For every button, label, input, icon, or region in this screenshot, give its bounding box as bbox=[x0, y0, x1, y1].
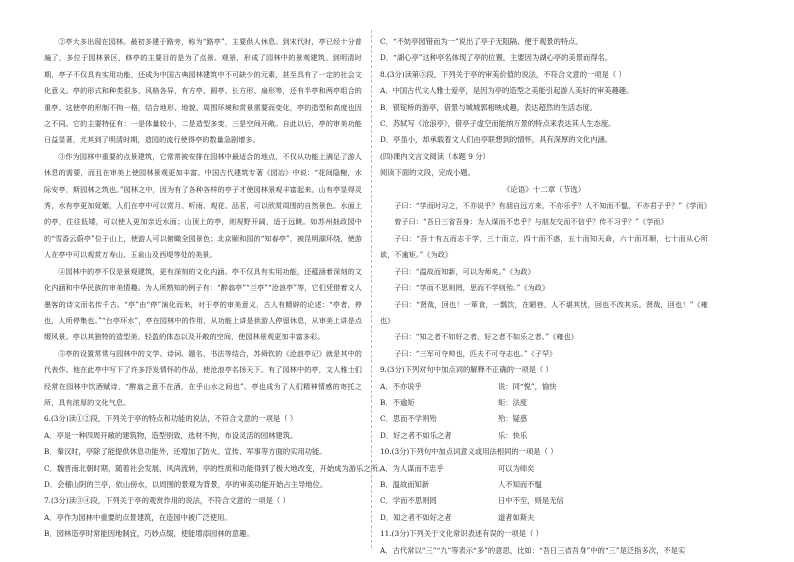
paragraph: 子曰：“三军可夺帅也，匹夫不可夺志也。”《子罕》 bbox=[394, 348, 557, 358]
paragraph: 子曰：“温故而知新，可以为师矣。”《为政》 bbox=[394, 266, 535, 276]
paragraph: 子曰：“吾十有五而志于学，三十而立，四十而不惑，五十而知天命，六十而耳顺，七十而从心所欲，不逾矩。”《为政》 bbox=[380, 233, 708, 260]
option-line: D．会稽山阴的兰亭，依山傍水，以周围的景观为背景，亭的审美功能开始占主导地位。 bbox=[44, 479, 328, 489]
option-line: C．“不妨亭园错而为一”说出了亭子无阻隔、便于观景的特点。 bbox=[380, 37, 583, 46]
question-stem: 11.(3分)下列关于文化常识表述有误的一项是（ ） bbox=[380, 529, 543, 539]
option-line: D．“湖心亭”这种亭名体现了亭的位置，主要因为湖心亭的美景而得名。 bbox=[380, 53, 613, 63]
paragraph: ④园林中的亭不仅是景观建筑，更有深刻的文化内涵。亭不仅具有实用功能，还蕴涵着深刻的文化内涵和中华民族的审美情趣。为人所熟知的例子有：“醉翁亭”“兰亭”“沧浪亭”等，它们凭借着文人墨客的诗文而名传千古。“亭”由“停”演化而来，对于亭的审美意义，古人有精辟的论述：“亭者，停也，人所停集也。”“台亭环水”，亭在园林中的作用，从功能上讲是供游人停留休息，从审美上讲是点缀风景。亭以其独特的造型美、轻盈的体态以及开敞的空间，使园林景观更加丰富多彩。 bbox=[44, 266, 362, 342]
paragraph: 子曰：“学而不思则罔，思而不学则殆。”《为政》 bbox=[394, 283, 550, 293]
paragraph: ⑤亭的设置常常与园林中的文学、诗词、题名、书法等结合，苏舜钦的《沧浪亭记》就是其中的代表作。他在此亭中写下了许多抒发情怀的作品，使沧浪亭名扬天下。有了园林中的亭，文人雅士们经常在园林中饮酒赋诗，“醉翁之意不在酒，在乎山水之间也”。亭也成为了人们精神情感的寄托之所，具有浓厚的文化气息。 bbox=[44, 348, 362, 407]
question-stem: 10.(3分)下列句中加点词意义或用法相同的一项是（ ） bbox=[380, 447, 558, 457]
option-line: D．亭虽小，却承载着文人们由亭联想到的情怀，具有深厚的文化内涵。 bbox=[380, 135, 613, 145]
option-right: 可以为师矣 bbox=[498, 463, 535, 473]
left-column bbox=[44, 34, 386, 548]
option-right: 日中不至，则是无信 bbox=[498, 496, 564, 506]
option-right: 乐：快乐 bbox=[498, 430, 528, 440]
question-stem: 9.(3分)下列对句中加点词的解释不正确的一项是（ ） bbox=[380, 365, 553, 375]
option-row bbox=[380, 411, 708, 427]
option-left: C．思而不学则殆 bbox=[380, 414, 437, 424]
question-stem: 6.(3分)读①②段，下列关于亭的特点和功能的说法，不符合文意的一项是（ ） bbox=[44, 414, 298, 424]
option-right: 人不知而不愠 bbox=[498, 479, 542, 489]
option-left: B．温故而知新 bbox=[380, 479, 430, 489]
option-right: 说：同“悦”，愉快 bbox=[498, 381, 557, 391]
option-row bbox=[380, 428, 708, 444]
option-left: C．学而不思则罔 bbox=[380, 496, 437, 506]
option-row bbox=[380, 395, 708, 411]
option-row bbox=[380, 379, 708, 395]
paragraph: 曾子曰：“吾日三省吾身：为人谋而不忠乎？与朋友交而不信乎？传不习乎？”《学而》 bbox=[394, 217, 668, 227]
option-row bbox=[380, 461, 708, 477]
question-stem: (四)课内文言文阅读（本题 9 分） bbox=[380, 151, 490, 161]
option-right: 道者如斯夫 bbox=[498, 512, 535, 522]
option-row bbox=[380, 477, 708, 493]
option-right: 殆：疑惑 bbox=[498, 414, 528, 424]
section-title: 《论语》十二章（节选） bbox=[502, 184, 586, 194]
paragraph: 子曰：“贤哉，回也！一箪食，一瓢饮，在陋巷，人不堪其忧，回也不改其乐。贤哉，回也！”《雍也》 bbox=[380, 299, 708, 325]
option-left: A．不亦说乎 bbox=[380, 381, 422, 391]
option-left: D．好之者不如乐之者 bbox=[380, 430, 452, 440]
option-right: 矩：法度 bbox=[498, 397, 528, 407]
column-divider bbox=[371, 30, 372, 548]
option-left: A．为人谋而不忠乎 bbox=[380, 463, 444, 473]
option-row bbox=[380, 510, 708, 526]
question-stem: 7.(3分)读③④段，下列关于亭的观赏作用的说法，不符合文意的一项是（ ） bbox=[44, 496, 290, 506]
question-stem: 8.(3分)读第⑤段，下列关于亭的审美价值的说法，不符合文意的一项是（ ） bbox=[380, 69, 626, 79]
option-row bbox=[380, 493, 708, 509]
option-line: B．园林造亭时常能因地制宜，巧妙点缀，使能增添园林的意趣。 bbox=[44, 529, 254, 539]
option-line: B．秦汉时，亭除了能提供休息功能外，还增加了防火、宣传、军事等方面的实用功能。 bbox=[44, 447, 327, 457]
paragraph: ②亭大多出现在园林。最初多建于路旁，称为“路亭”，主要供人休息。到宋代时，亭已经十分普遍了，多位于园林景区，修亭的主要目的是为了点景、观景，形成了园林中的景观建筑。到明清时期，亭子不仅具有实用功能，还成为中国古典园林建筑中不可缺少的元素，甚至具有了一定的社会文化意义。亭的形式和种类很多，风格各异，有方亭、圆亭、长方形、扇形等，还有半亭和两亭组合的重亭。这使亭的形制不拘一格，结合地形、地貌、周围环境和赏景需要而变化，亭的造型和高度也因之不同。它的主要特征有：一是体量较小，二是造型多变，三是空间开敞。自此以后，亭的审美功能日益显著，尤其到了明清时期，造园的流行使得亭的数量急剧增多。 bbox=[44, 37, 362, 145]
option-line: A．中国古代文人雅士爱亭，是因为亭的造型之美能引起游人美好的审美趣趣。 bbox=[380, 86, 634, 96]
paragraph: 子曰：“知之者不如好之者，好之者不如乐之者。”《雍也》 bbox=[394, 332, 578, 342]
question-stem: 阅读下面的文段，完成小题。 bbox=[380, 168, 475, 178]
option-line: B．银锭桥的游亭，借景与城城郭相映成趣，表达超然的生活态度。 bbox=[380, 102, 597, 112]
paragraph: 子曰：“学而时习之，不亦说乎？有朋自远方来，不亦乐乎？人不知而不愠，不亦君子乎？”《学而》 bbox=[394, 201, 711, 211]
option-line: C．苏轼写《沧浪亭》，借亭子虚空而能纳万景的特点来表达其人生态度。 bbox=[380, 119, 616, 129]
option-left: B．不逾矩 bbox=[380, 397, 415, 407]
right-column bbox=[380, 34, 711, 555]
option-line: A．亭作为园林中重要的点景建筑，在造园中被广泛使用。 bbox=[44, 512, 232, 522]
option-line: A．亭是一种四周开敞的建筑物，造型别致，选材不拘，布设灵活的园林建筑。 bbox=[44, 430, 298, 440]
paragraph: ③作为园林中重要的点景建筑，它常常被安排在园林中最适合的地点，不仅从功能上满足了游人休息的需要，而且在审美上使园林景观更加丰富。中国古代建筑专著《园冶》中说：“花间隐榭，水际安亭，斯园林之筑也。”园林之中，因为有了各种各样的亭子才使园林景观丰富起来。山有亭显得灵秀，水有亭更加妩媚，人们在亭中可以赏月、听雨、观花、品茗，可以欣赏周围的自然景色。水面上的亭，往往低矮，可以使人更加亲近水面；山顶上的亭，则视野开阔，适于远眺。如苏州拙政园中的“雪香云蔚亭”位于山上，使游人可以俯瞰全园景色；北京颐和园的“知春亭”，被昆明湖环绕，使游人在亭中可以观赏万寿山、玉泉山及西堤等处的美景。 bbox=[44, 151, 362, 260]
option-line: C．魏晋南北朝时期，随着社会发展，风尚流转，亭的性质和功能得到了极大地改变，开始成为游乐之所。 bbox=[44, 463, 386, 473]
option-left: D．知之者不如好之者 bbox=[380, 512, 452, 522]
option-line: A．古代常以“三”“九”等表示“多”的意思，比如：“吾日三省吾身”中的“三”是泛指多次，不是实 bbox=[380, 545, 686, 555]
